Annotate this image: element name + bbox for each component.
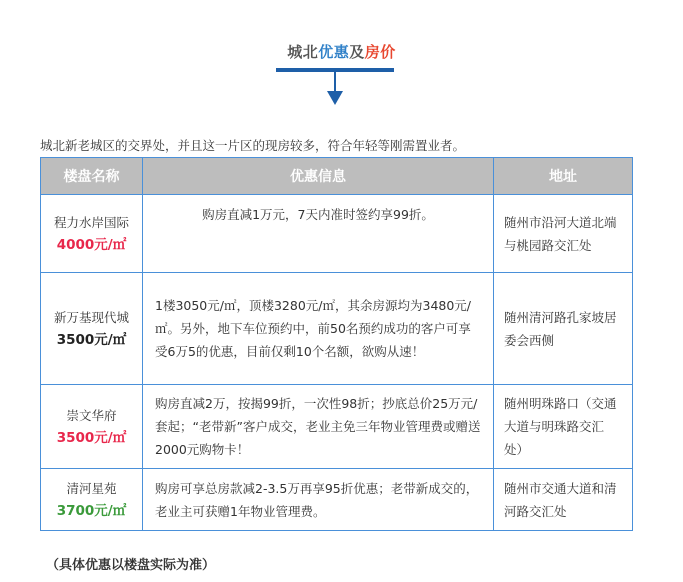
property-name-cell [41,385,143,469]
column-header-offer-info: 优惠信息 [143,158,494,195]
offer-info-cell: 购房直减2万，按揭99折，一次性98折；抄底总价25万元/套起；“老带新”客户成交，老业主免三年物业管理费或赠送2000元购物卡！ [143,385,494,469]
column-header-address: 地址 [494,158,633,195]
heading-part-and: 及 [349,43,365,61]
address-cell: 随州市交通大道和清河路交汇处 [494,469,633,531]
offer-info-cell: 购房直减1万元，7天内准时签约享99折。 [143,195,494,273]
intro-paragraph: 城北新老城区的交界处，并且这一片区的现房较多，符合年轻等刚需置业者。 [40,138,466,153]
section-heading [0,41,683,62]
heading-part-offers: 优惠 [318,43,350,61]
property-price: 4000元/㎡ [56,236,127,253]
property-name: 程力水岸国际 [53,214,129,230]
heading-part-prices: 房价 [364,43,396,61]
offer-info-cell: 1楼3050元/㎡，顶楼3280元/㎡，其余房源均为3480元/㎡。另外，地下车位预约中，前50名预约成功的客户可享受6万5的优惠，目前仅剩10个名额，欲购从速！ [143,273,494,385]
property-name-cell [41,273,143,385]
table-header-row [41,158,633,195]
property-price: 3500元/㎡ [56,331,127,348]
offer-info-cell: 购房可享总房款减2-3.5万再享95折优惠；老带新成交的，老业主可获赠1年物业管理费。 [143,469,494,531]
table-row [41,385,633,469]
down-arrow-icon [334,72,336,92]
property-name: 清河星苑 [66,480,117,496]
property-name: 新万基现代城 [53,309,129,325]
table-row [41,195,633,273]
property-offers-table [40,157,633,531]
property-name-cell [41,195,143,273]
table-row [41,469,633,531]
table-row [41,273,633,385]
property-price: 3700元/㎡ [56,502,127,519]
property-price: 3500元/㎡ [56,429,127,446]
property-name: 崇文华府 [66,407,117,423]
address-cell: 随州明珠路口（交通大道与明珠路交汇处） [494,385,633,469]
down-arrow-head-icon [327,91,343,105]
column-header-property-name: 楼盘名称 [41,158,143,195]
heading-part-district: 城北 [287,43,319,61]
property-name-cell [41,469,143,531]
footnote: （具体优惠以楼盘实际为准） [46,558,216,573]
address-cell: 随州清河路孔家坡居委会西侧 [494,273,633,385]
address-cell: 随州市沿河大道北端与桃园路交汇处 [494,195,633,273]
